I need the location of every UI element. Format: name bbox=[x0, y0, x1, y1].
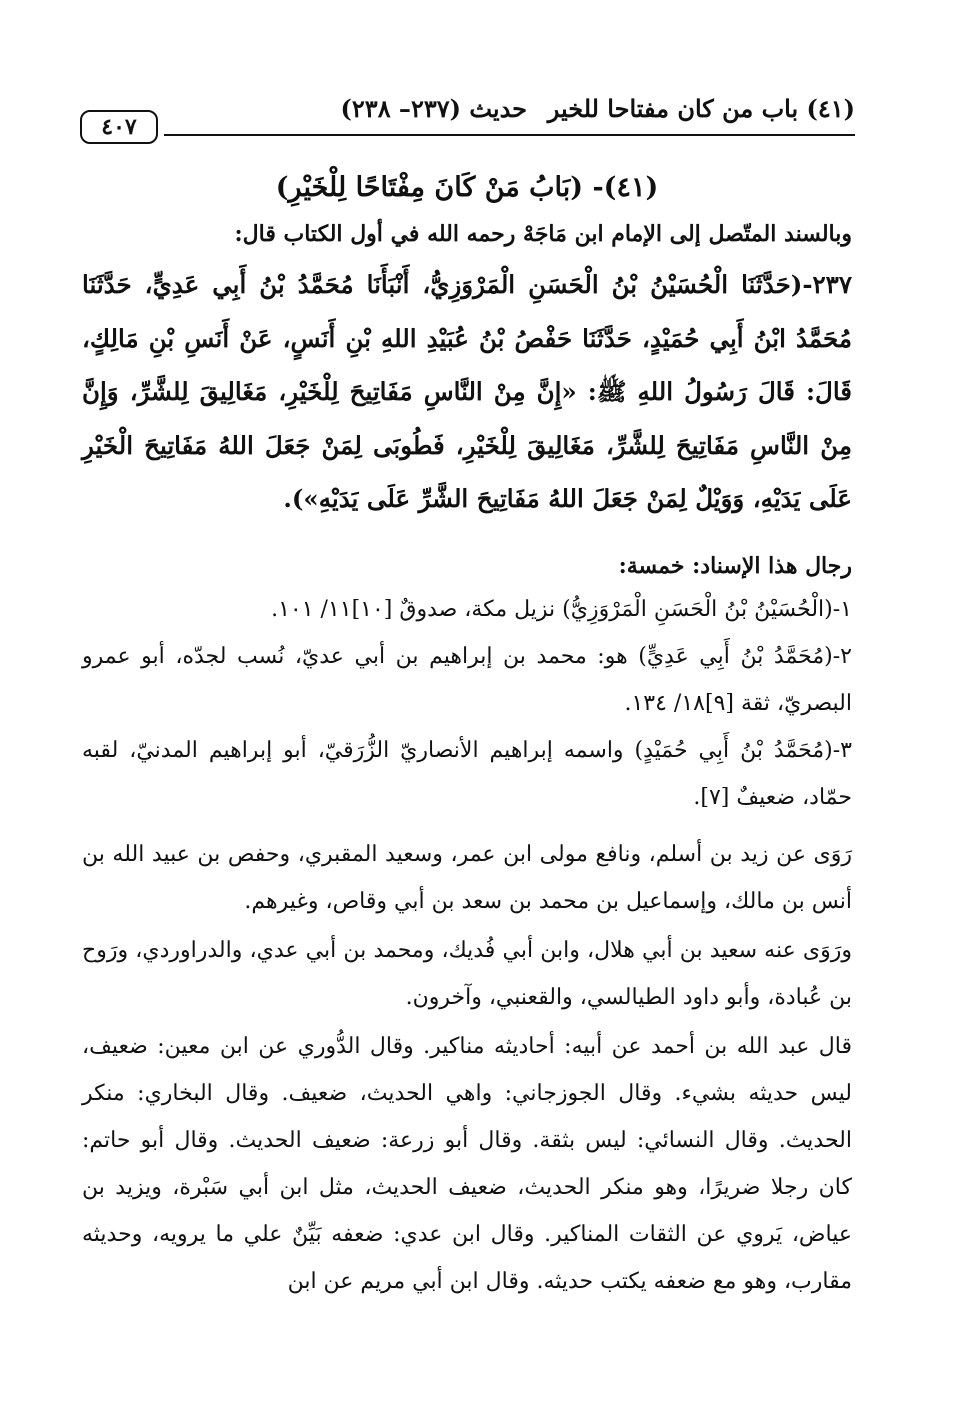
page-body bbox=[82, 168, 852, 1305]
body-paragraph: رَوَى عن زيد بن أسلم، ونافع مولى ابن عمر، وسعيد المقبري، وحفص بن عبيد الله بن أنس بن مالك، وإسماعيل بن محمد بن سعد بن أبي وقاص، وغيرهم. bbox=[82, 841, 852, 914]
body-paragraph: قال عبد الله بن أحمد عن أبيه: أحاديثه مناكير. وقال الدُّوري عن ابن معين: ضعيف، ليس حديثه بشيء. وقال الجوزجاني: واهي الحديث، ضعيف. وقال البخاري: منكر الحديث. وقال النسائي: ليس بثقة. وقال أبو زرعة: ضعيف الحديث. وقال أبو حاتم: كان رجلا ضريرًا، وهو منكر الحديث، ضعيف الحديث، مثل ابن أبي سَبْرة، ويزيد بن عياض، يَروي عن الثقات المناكير. وقال ابن عدي: ضعفه بَيِّنٌ علي ما يرويه، وحديثه مقارب، وهو مع ضعفه يكتب حديثه. وقال ابن أبي مريم عن ابن bbox=[82, 1033, 852, 1294]
hadith-text: ٢٣٧-(حَدَّثَنَا الْحُسَيْنُ بْنُ الْحَسَنِ الْمَرْوَزِيُّ، أَنْبَأَنَا مُحَمَّدُ بْنُ أَبِي عَدِيٍّ، حَدَّثَنَا مُحَمَّدُ ابْنُ أَبِي حُمَيْدٍ، حَدَّثَنَا حَفْصُ بْنُ عُبَيْدِ اللهِ بْنِ أَنَسٍ، عَنْ أَنَسِ بْنِ مَالِكٍ، قَالَ: قَالَ رَسُولُ اللهِ ﷺ: «إِنَّ مِنْ النَّاسِ مَفَاتِيحَ لِلْخَيْرِ، مَغَالِيقَ لِلشَّرِّ، وَإِنَّ مِنْ النَّاسِ مَفَاتِيحَ لِلشَّرِّ، مَغَالِيقَ لِلْخَيْرِ، فَطُوبَى لِمَنْ جَعَلَ اللهُ مَفَاتِيحَ الْخَيْرِ عَلَى يَدَيْهِ، وَوَيْلٌ لِمَنْ جَعَلَ اللهُ مَفَاتِيحَ الشَّرِّ عَلَى يَدَيْهِ»). bbox=[82, 270, 852, 513]
running-chapter-title: (٤١) باب من كان مفتاحا للخير bbox=[547, 94, 855, 123]
narrator-entry: ١-(الْحُسَيْنُ بْنُ الْحَسَنِ الْمَرْوَزِيُّ) نزيل مكة، صدوقٌ [١٠]١١/ ١٠١. bbox=[271, 596, 852, 622]
section-title: (٤١)- (بَابُ مَنْ كَانَ مِفْتَاحًا لِلْخَيْرِ) bbox=[275, 172, 659, 203]
narrator-entry: ٣-(مُحَمَّدُ بْنُ أَبِي حُمَيْدٍ) واسمه إبراهيم الأنصاريّ الزُّرَقيّ، أبو إبراهيم المدنيّ، لقبه حمّاد، ضعيفٌ [٧]. bbox=[82, 737, 852, 810]
body-paragraph: ورَوَى عنه سعيد بن أبي هلال، وابن أبي فُديك، ومحمد بن أبي عدي، والدراوردي، ورَوح بن عُبادة، وأبو داود الطيالسي، والقعنبي، وآخرون. bbox=[82, 937, 852, 1010]
chain-intro: وبالسند المتّصل إلى الإمام ابن مَاجَهْ رحمه الله في أول الكتاب قال: bbox=[234, 221, 852, 247]
header-rule bbox=[164, 134, 855, 136]
narrator-entry: ٢-(مُحَمَّدُ بْنُ أَبِي عَدِيٍّ) هو: محمد بن إبراهيم بن أبي عديّ، نُسب لجدّه، أبو عمرو البصريّ، ثقة [٩]١٨/ ١٣٤. bbox=[82, 643, 852, 716]
page-number: ٤٠٧ bbox=[101, 114, 137, 140]
page-number-box bbox=[80, 110, 158, 144]
narrators-heading: رجال هذا الإسناد: خمسة: bbox=[618, 552, 852, 579]
page-header bbox=[80, 92, 855, 140]
running-hadith-range: حديث (٢٣٧– ٢٣٨) bbox=[340, 94, 527, 123]
